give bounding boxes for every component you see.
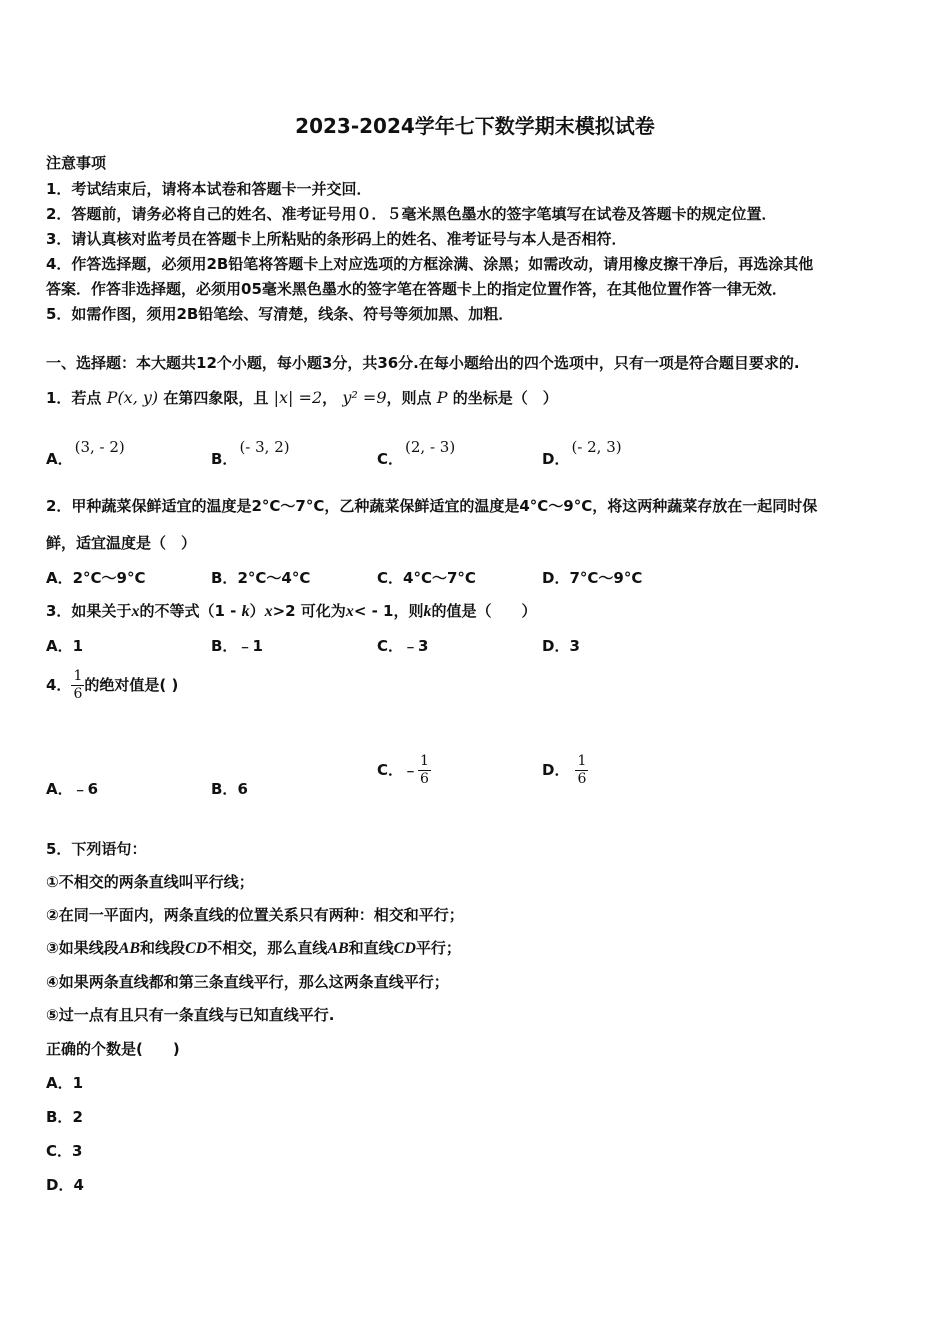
option-sign: ﹣ <box>403 761 419 779</box>
q5-option-b <box>46 1106 83 1127</box>
line-ab: AB <box>327 940 349 957</box>
q3-text: < - 1，则 <box>353 602 424 620</box>
option-value: 6 <box>237 780 248 798</box>
option-label: B． <box>211 450 238 468</box>
notice-item: 答案．作答非选择题，必须用05毫米黑色墨水的签字笔在答题卡上的指定位置作答，在其他位置作答一律无效． <box>46 280 787 298</box>
statement-text: 和直线 <box>348 939 394 957</box>
option-value: 4°C～7°C <box>403 569 476 587</box>
fraction-numerator: 1 <box>73 668 83 684</box>
option-label: A． <box>46 450 73 468</box>
option-value: 3 <box>569 637 580 655</box>
option-label: D． <box>542 450 570 468</box>
q4-fraction <box>71 668 84 703</box>
q2-option-d <box>542 567 642 588</box>
fraction-denominator: 6 <box>420 771 429 787</box>
q5-statement-5: ⑤过一点有且只有一条直线与已知直线平行. <box>46 1006 335 1024</box>
q3-var-k: k <box>423 603 432 620</box>
question-5-stem: 5．下列语句： <box>46 840 147 858</box>
option-value: (2, - 3) <box>405 438 456 456</box>
q4-suffix: 的绝对值是( ) <box>84 676 179 694</box>
q3-var-k: k <box>241 603 250 620</box>
option-label: D． <box>542 761 570 779</box>
notice-item: 1．考试结束后，请将本试卷和答题卡一并交回． <box>46 180 372 198</box>
q3-text: 的值是（ ） <box>431 602 537 620</box>
q1-suffix: 的坐标是（ ） <box>452 389 558 407</box>
q3-text: 3．如果关于 <box>46 602 132 620</box>
question-2-line1: 2．甲种蔬菜保鲜适宜的温度是2°C～7°C，乙种蔬菜保鲜适宜的温度是4°C～9°C，将这两种蔬菜存放在一起同时保 <box>46 497 818 515</box>
q5-option-d <box>46 1174 84 1195</box>
option-value: ﹣6 <box>72 780 99 798</box>
question-4 <box>46 668 178 703</box>
option-label: A． <box>46 780 73 798</box>
option-label: A． <box>46 1074 73 1092</box>
q3-text: 的不等式（1 - <box>139 602 242 620</box>
line-cd: CD <box>393 940 416 957</box>
fraction-numerator: 1 <box>577 753 587 769</box>
notice-item: 2．答题前，请务必将自己的姓名、准考证号用０．５毫米黑色墨水的签字笔填写在试卷及答题卡的规定位置． <box>46 205 777 223</box>
q3-option-a <box>46 635 83 656</box>
q3-option-c <box>377 635 428 656</box>
q1-p: P <box>436 388 448 407</box>
q1-prefix: 1．若点 <box>46 389 102 407</box>
q1-point: P(x, y) <box>106 388 159 407</box>
option-value: (- 3, 2) <box>239 438 290 456</box>
q1-abs-x: |x| =2 <box>273 388 323 407</box>
option-value: ﹣1 <box>237 637 263 655</box>
q4-option-b <box>211 778 248 799</box>
q3-var-x: x <box>264 603 273 620</box>
statement-text: 不相交，那么直线 <box>207 939 328 957</box>
statement-text: ③如果线段 <box>46 939 119 957</box>
q3-text: ） <box>249 602 265 620</box>
option-label: D． <box>542 569 570 587</box>
notice-item: 3．请认真核对监考员在答题卡上所粘贴的条形码上的姓名、准考证号与本人是否相符． <box>46 230 627 248</box>
q5-statement-2: ②在同一平面内，两条直线的位置关系只有两种：相交和平行； <box>46 906 464 924</box>
option-label: D． <box>46 1176 74 1194</box>
option-label: C． <box>377 761 404 779</box>
segment-ab: AB <box>118 940 141 957</box>
q1-option-b <box>211 436 290 468</box>
q1-mid2: ，则点 <box>386 389 432 407</box>
option-label: C． <box>377 637 404 655</box>
q1-comma: ， <box>322 389 338 407</box>
option-fraction <box>418 753 431 788</box>
option-label: B． <box>211 780 238 798</box>
option-label: A． <box>46 637 73 655</box>
q5-statement-4: ④如果两条直线都和第三条直线平行，那么这两条直线平行； <box>46 973 449 991</box>
q2-option-a <box>46 567 146 588</box>
option-value: ﹣3 <box>403 637 429 655</box>
option-label: C． <box>46 1142 73 1160</box>
option-label: A． <box>46 569 73 587</box>
q4-prefix: 4． <box>46 676 72 694</box>
option-label: D． <box>542 637 570 655</box>
q5-statement-1: ①不相交的两条直线叫平行线； <box>46 873 254 891</box>
q5-option-a <box>46 1072 83 1093</box>
q4-option-a <box>46 778 98 799</box>
q2-option-c <box>377 567 476 588</box>
option-label: B． <box>211 569 238 587</box>
q1-mid1: 在第四象限，且 <box>163 389 269 407</box>
option-value: 1 <box>72 637 84 655</box>
fraction-denominator: 6 <box>73 686 83 702</box>
option-value: 1 <box>72 1074 84 1092</box>
q5-ask: 正确的个数是( ) <box>46 1040 180 1058</box>
option-value: (- 2, 3) <box>571 438 622 456</box>
notice-item: 4．作答选择题，必须用2B铅笔将答题卡上对应选项的方框涂满、涂黑；如需改动，请用橡皮擦干净后，再选涂其他 <box>46 255 814 273</box>
page-title: 2023-2024学年七下数学期末模拟试卷 <box>295 114 655 138</box>
q1-option-a <box>46 436 125 468</box>
fraction-denominator: 6 <box>577 771 587 787</box>
statement-text: 平行； <box>415 939 461 957</box>
q3-option-b <box>211 635 263 656</box>
option-value: 2 <box>72 1108 83 1126</box>
q5-option-c <box>46 1140 82 1161</box>
question-1 <box>46 387 558 408</box>
q2-option-b <box>211 567 310 588</box>
q3-var-x: x <box>345 603 354 620</box>
option-value: 4 <box>73 1176 84 1194</box>
q4-option-d <box>542 753 588 788</box>
q4-option-c <box>377 753 431 788</box>
option-fraction <box>575 753 588 788</box>
q3-option-d <box>542 635 580 656</box>
question-2-line2: 鲜，适宜温度是（ ） <box>46 534 197 552</box>
q3-text: >2 可化为 <box>272 602 346 620</box>
option-value: 3 <box>72 1142 83 1160</box>
notice-item: 5．如需作图，须用2B铅笔绘、写清楚，线条、符号等须加黑、加粗． <box>46 305 514 323</box>
q3-var-x: x <box>131 603 140 620</box>
fraction-numerator: 1 <box>420 753 429 769</box>
option-label: B． <box>46 1108 73 1126</box>
statement-text: 和线段 <box>140 939 186 957</box>
option-value: 2°C～4°C <box>237 569 311 587</box>
option-value: (3, - 2) <box>74 438 125 456</box>
option-label: B． <box>211 637 238 655</box>
option-value: 7°C～9°C <box>569 569 643 587</box>
q5-statement-3 <box>46 937 461 958</box>
option-value: 2°C～9°C <box>72 569 146 587</box>
option-label: C． <box>377 569 404 587</box>
question-3 <box>46 600 537 621</box>
section-heading: 一、选择题：本大题共12个小题，每小题3分，共36分.在每小题给出的四个选项中，只有一项是符合题目要求的. <box>46 354 800 372</box>
q1-option-d <box>542 436 622 468</box>
option-label: C． <box>377 450 404 468</box>
notice-heading: 注意事项 <box>46 154 107 172</box>
q1-option-c <box>377 436 456 468</box>
segment-cd: CD <box>185 940 208 957</box>
q1-y-squared: y² =9 <box>342 388 387 407</box>
